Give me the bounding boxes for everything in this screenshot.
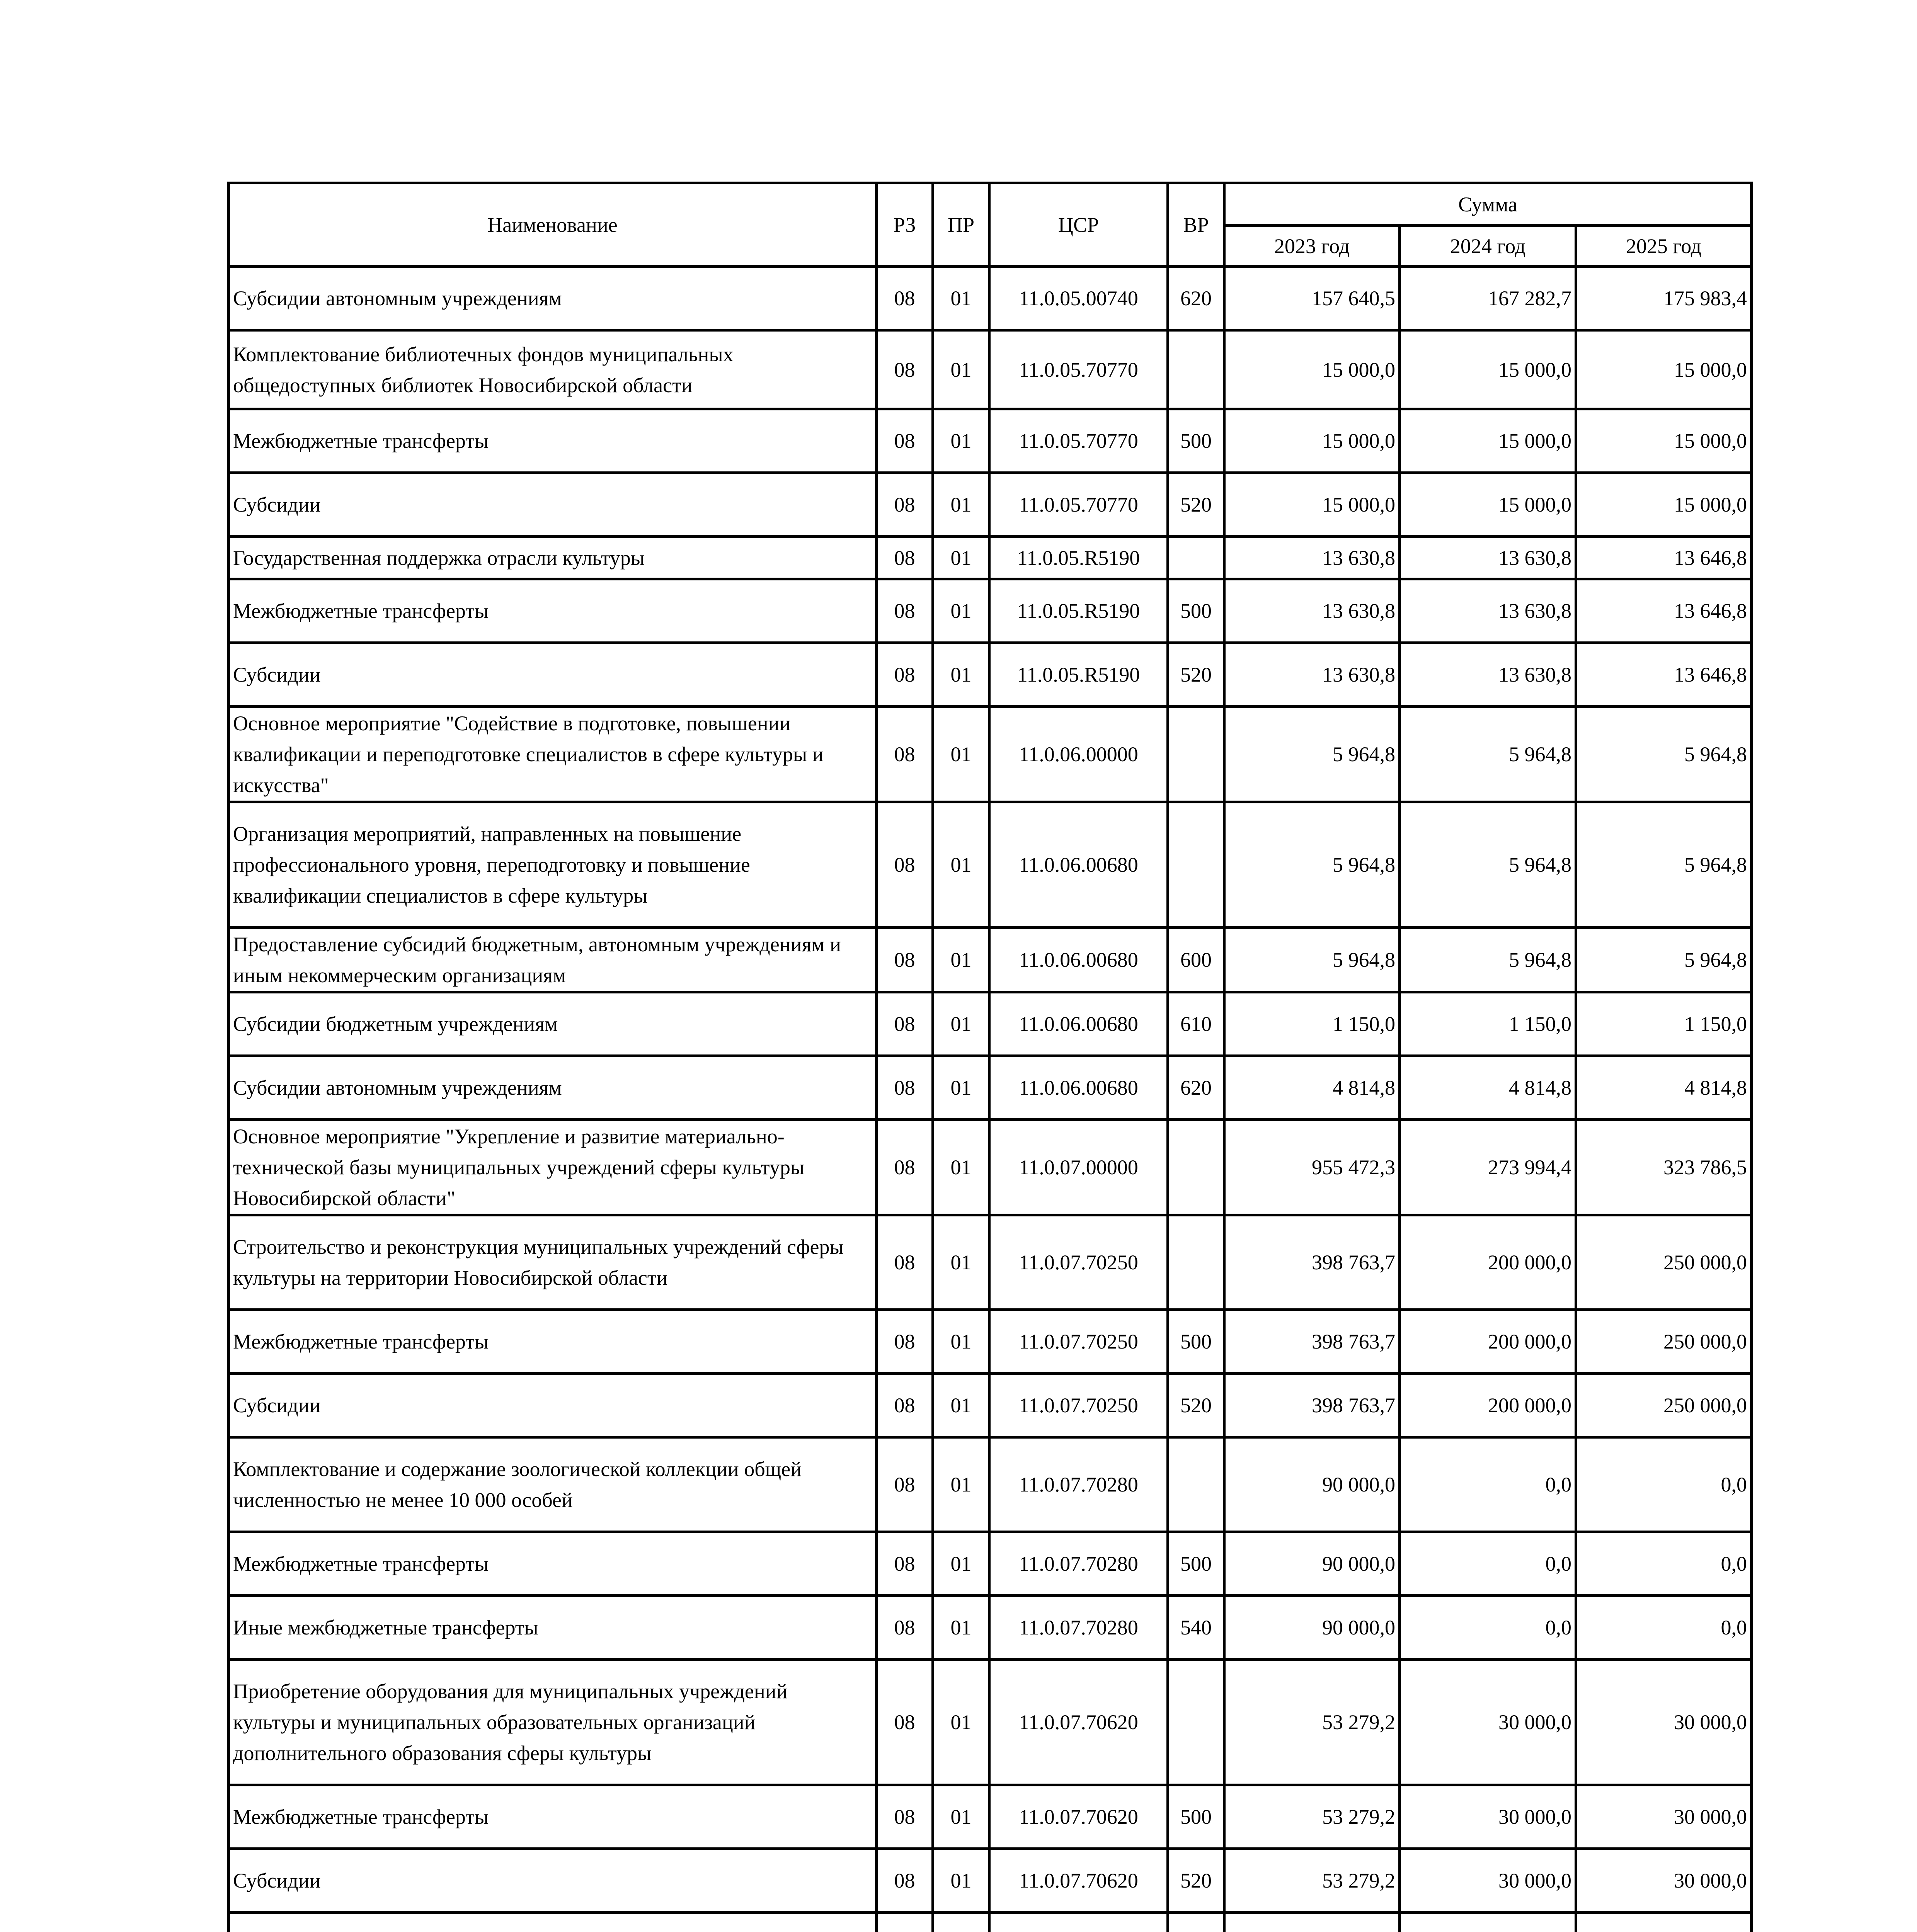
table-row [229, 802, 1752, 928]
row-rz: 08 [877, 1215, 933, 1310]
row-rz: 08 [877, 1374, 933, 1437]
row-amount-2025: 4 814,8 [1576, 1056, 1752, 1120]
table-row [229, 1374, 1752, 1437]
row-name: Субсидии [229, 473, 877, 537]
row-amount-2023: 398 763,7 [1224, 1310, 1400, 1374]
row-amount-2025: 15 000,0 [1576, 409, 1752, 473]
row-name: Государственная поддержка отрасли культуры [229, 537, 877, 579]
row-vr [1168, 537, 1224, 579]
row-pr: 01 [933, 1310, 989, 1374]
table-row [229, 579, 1752, 643]
row-name: Комплектование и содержание зоологической коллекции общей численностью не менее 10 000 особей [229, 1437, 877, 1532]
row-amount-2024: 5 964,8 [1400, 707, 1576, 802]
row-vr: 610 [1168, 992, 1224, 1056]
row-pr [933, 1913, 989, 1932]
header-year-2024: 2024 год [1400, 226, 1576, 267]
row-rz: 08 [877, 1120, 933, 1215]
row-amount-2023: 90 000,0 [1224, 1437, 1400, 1532]
row-vr: 500 [1168, 579, 1224, 643]
row-pr: 01 [933, 267, 989, 330]
row-name: Приобретение оборудования для муниципальных учреждений культуры и муниципальных образовательных организаций дополнительного образования сферы культуры [229, 1660, 877, 1785]
row-amount-2024: 200 000,0 [1400, 1215, 1576, 1310]
row-amount-2023: 398 763,7 [1224, 1374, 1400, 1437]
row-amount-2024: 1 150,0 [1400, 992, 1576, 1056]
row-name: Основное мероприятие "Укрепление и развитие материально-технической базы муниципальных учреждений сферы культуры Новосибирской области" [229, 1120, 877, 1215]
row-amount-2024: 15 000,0 [1400, 473, 1576, 537]
row-name: Межбюджетные трансферты [229, 1532, 877, 1596]
row-csr: 11.0.05.R5190 [989, 643, 1168, 707]
row-name: Субсидии автономным учреждениям [229, 1056, 877, 1120]
table-row [229, 473, 1752, 537]
row-pr: 01 [933, 1849, 989, 1913]
row-amount-2023: 5 964,8 [1224, 928, 1400, 992]
row-amount-2025: 250 000,0 [1576, 1215, 1752, 1310]
header-csr: ЦСР [989, 183, 1168, 267]
row-vr: 500 [1168, 1785, 1224, 1849]
row-amount-2024: 5 964,8 [1400, 802, 1576, 928]
row-pr: 01 [933, 1785, 989, 1849]
row-rz: 08 [877, 267, 933, 330]
table-row [229, 537, 1752, 579]
row-amount-2023: 53 279,2 [1224, 1849, 1400, 1913]
row-pr: 01 [933, 1596, 989, 1660]
row-amount-2023: 13 630,8 [1224, 537, 1400, 579]
table-row [229, 707, 1752, 802]
row-csr: 11.0.07.00000 [989, 1120, 1168, 1215]
row-amount-2023: 398 763,7 [1224, 1215, 1400, 1310]
table-row [229, 992, 1752, 1056]
row-pr: 01 [933, 473, 989, 537]
table-row [229, 409, 1752, 473]
row-amount-2023: 90 000,0 [1224, 1596, 1400, 1660]
row-amount-2023 [1224, 1913, 1400, 1932]
row-name: Межбюджетные трансферты [229, 1785, 877, 1849]
row-rz: 08 [877, 579, 933, 643]
row-amount-2023: 90 000,0 [1224, 1532, 1400, 1596]
row-amount-2024: 4 814,8 [1400, 1056, 1576, 1120]
row-amount-2024: 167 282,7 [1400, 267, 1576, 330]
row-amount-2023: 15 000,0 [1224, 409, 1400, 473]
row-amount-2023: 13 630,8 [1224, 643, 1400, 707]
row-rz: 08 [877, 1596, 933, 1660]
row-csr: 11.0.07.70250 [989, 1374, 1168, 1437]
row-amount-2025: 15 000,0 [1576, 330, 1752, 409]
row-csr: 11.0.07.70280 [989, 1437, 1168, 1532]
row-csr: 11.0.06.00680 [989, 928, 1168, 992]
row-amount-2025: 5 964,8 [1576, 928, 1752, 992]
row-rz: 08 [877, 928, 933, 992]
row-name: Межбюджетные трансферты [229, 409, 877, 473]
row-csr: 11.0.06.00680 [989, 1056, 1168, 1120]
row-amount-2024: 5 964,8 [1400, 928, 1576, 992]
row-amount-2023: 955 472,3 [1224, 1120, 1400, 1215]
row-amount-2024: 200 000,0 [1400, 1374, 1576, 1437]
row-rz: 08 [877, 992, 933, 1056]
row-name [229, 1913, 877, 1932]
row-amount-2024: 30 000,0 [1400, 1660, 1576, 1785]
row-vr [1168, 1120, 1224, 1215]
row-rz: 08 [877, 707, 933, 802]
row-amount-2023: 15 000,0 [1224, 473, 1400, 537]
row-amount-2023: 157 640,5 [1224, 267, 1400, 330]
row-rz: 08 [877, 537, 933, 579]
row-name: Субсидии [229, 1849, 877, 1913]
row-name: Межбюджетные трансферты [229, 579, 877, 643]
row-amount-2023: 5 964,8 [1224, 707, 1400, 802]
row-pr: 01 [933, 1532, 989, 1596]
row-amount-2025: 13 646,8 [1576, 579, 1752, 643]
row-rz: 08 [877, 330, 933, 409]
row-amount-2025: 0,0 [1576, 1596, 1752, 1660]
row-amount-2025: 1 150,0 [1576, 992, 1752, 1056]
row-amount-2025: 13 646,8 [1576, 537, 1752, 579]
table-row [229, 1596, 1752, 1660]
row-pr: 01 [933, 707, 989, 802]
row-pr: 01 [933, 1374, 989, 1437]
row-csr: 11.0.05.70770 [989, 473, 1168, 537]
row-name: Строительство и реконструкция муниципальных учреждений сферы культуры на территории Новосибирской области [229, 1215, 877, 1310]
row-amount-2025: 5 964,8 [1576, 707, 1752, 802]
row-csr: 11.0.07.70280 [989, 1532, 1168, 1596]
table-row [229, 1120, 1752, 1215]
budget-table [227, 182, 1753, 1932]
row-vr: 620 [1168, 1056, 1224, 1120]
row-rz: 08 [877, 1785, 933, 1849]
row-pr: 01 [933, 1215, 989, 1310]
row-amount-2024: 0,0 [1400, 1437, 1576, 1532]
table-row [229, 643, 1752, 707]
row-amount-2025: 323 786,5 [1576, 1120, 1752, 1215]
table-row [229, 267, 1752, 330]
row-amount-2025: 0,0 [1576, 1532, 1752, 1596]
row-amount-2024: 15 000,0 [1400, 409, 1576, 473]
table-row [229, 1849, 1752, 1913]
row-amount-2024: 30 000,0 [1400, 1785, 1576, 1849]
row-vr [1168, 1660, 1224, 1785]
row-csr: 11.0.05.R5190 [989, 537, 1168, 579]
table-row [229, 1785, 1752, 1849]
row-rz: 08 [877, 1532, 933, 1596]
row-vr [1168, 802, 1224, 928]
row-vr [1168, 707, 1224, 802]
row-rz: 08 [877, 1660, 933, 1785]
row-rz [877, 1913, 933, 1932]
row-pr: 01 [933, 537, 989, 579]
row-vr: 600 [1168, 928, 1224, 992]
row-amount-2025: 0,0 [1576, 1437, 1752, 1532]
row-rz: 08 [877, 1056, 933, 1120]
row-pr: 01 [933, 1660, 989, 1785]
row-amount-2025: 5 964,8 [1576, 802, 1752, 928]
row-vr [1168, 1913, 1224, 1932]
table-body [229, 267, 1752, 1932]
row-vr: 620 [1168, 267, 1224, 330]
header-sum: Сумма [1224, 183, 1752, 226]
row-name: Организация мероприятий, направленных на повышение профессионального уровня, переподготовку и повышение квалификации специалистов в сфере культуры [229, 802, 877, 928]
row-name: Субсидии автономным учреждениям [229, 267, 877, 330]
row-vr [1168, 330, 1224, 409]
row-amount-2023: 15 000,0 [1224, 330, 1400, 409]
row-amount-2023: 1 150,0 [1224, 992, 1400, 1056]
table-row [229, 1437, 1752, 1532]
row-csr [989, 1913, 1168, 1932]
row-amount-2025: 30 000,0 [1576, 1660, 1752, 1785]
row-amount-2023: 53 279,2 [1224, 1660, 1400, 1785]
row-csr: 11.0.07.70620 [989, 1785, 1168, 1849]
row-amount-2025: 15 000,0 [1576, 473, 1752, 537]
row-pr: 01 [933, 579, 989, 643]
table-row [229, 1660, 1752, 1785]
row-csr: 11.0.07.70250 [989, 1310, 1168, 1374]
row-rz: 08 [877, 643, 933, 707]
row-amount-2025: 30 000,0 [1576, 1785, 1752, 1849]
row-amount-2025: 30 000,0 [1576, 1849, 1752, 1913]
header-vr: ВР [1168, 183, 1224, 267]
row-amount-2025: 13 646,8 [1576, 643, 1752, 707]
row-vr: 540 [1168, 1596, 1224, 1660]
row-vr: 520 [1168, 1849, 1224, 1913]
row-csr: 11.0.05.70770 [989, 409, 1168, 473]
row-amount-2025: 250 000,0 [1576, 1374, 1752, 1437]
row-csr: 11.0.05.00740 [989, 267, 1168, 330]
row-amount-2024: 15 000,0 [1400, 330, 1576, 409]
row-amount-2023: 5 964,8 [1224, 802, 1400, 928]
row-amount-2024: 30 000,0 [1400, 1849, 1576, 1913]
header-name: Наименование [229, 183, 877, 267]
row-name: Субсидии бюджетным учреждениям [229, 992, 877, 1056]
row-name: Субсидии [229, 1374, 877, 1437]
table-header [229, 183, 1752, 267]
row-name: Субсидии [229, 643, 877, 707]
row-vr: 500 [1168, 1532, 1224, 1596]
row-name: Межбюджетные трансферты [229, 1310, 877, 1374]
row-csr: 11.0.07.70620 [989, 1849, 1168, 1913]
table-row [229, 1056, 1752, 1120]
row-amount-2024 [1400, 1913, 1576, 1932]
row-csr: 11.0.07.70250 [989, 1215, 1168, 1310]
row-pr: 01 [933, 1437, 989, 1532]
row-pr: 01 [933, 409, 989, 473]
row-pr: 01 [933, 802, 989, 928]
row-pr: 01 [933, 1120, 989, 1215]
row-vr: 520 [1168, 1374, 1224, 1437]
row-amount-2023: 13 630,8 [1224, 579, 1400, 643]
row-pr: 01 [933, 330, 989, 409]
row-vr [1168, 1215, 1224, 1310]
row-name: Основное мероприятие "Содействие в подготовке, повышении квалификации и переподготовке специалистов в сфере культуры и искусства" [229, 707, 877, 802]
table-row [229, 1310, 1752, 1374]
row-amount-2023: 4 814,8 [1224, 1056, 1400, 1120]
row-amount-2024: 0,0 [1400, 1532, 1576, 1596]
row-csr: 11.0.06.00000 [989, 707, 1168, 802]
row-rz: 08 [877, 1849, 933, 1913]
header-year-2025: 2025 год [1576, 226, 1752, 267]
row-vr: 500 [1168, 1310, 1224, 1374]
row-rz: 08 [877, 1310, 933, 1374]
row-vr: 500 [1168, 409, 1224, 473]
row-amount-2024: 200 000,0 [1400, 1310, 1576, 1374]
row-rz: 08 [877, 473, 933, 537]
table-row [229, 330, 1752, 409]
row-csr: 11.0.05.R5190 [989, 579, 1168, 643]
row-amount-2025: 175 983,4 [1576, 267, 1752, 330]
row-csr: 11.0.06.00680 [989, 802, 1168, 928]
row-csr: 11.0.06.00680 [989, 992, 1168, 1056]
table-row [229, 928, 1752, 992]
row-pr: 01 [933, 992, 989, 1056]
row-amount-2023: 53 279,2 [1224, 1785, 1400, 1849]
header-year-2023: 2023 год [1224, 226, 1400, 267]
row-csr: 11.0.07.70620 [989, 1660, 1168, 1785]
row-amount-2024: 0,0 [1400, 1596, 1576, 1660]
row-csr: 11.0.07.70280 [989, 1596, 1168, 1660]
row-pr: 01 [933, 1056, 989, 1120]
header-rz: РЗ [877, 183, 933, 267]
table-row [229, 1532, 1752, 1596]
row-vr: 520 [1168, 643, 1224, 707]
row-name: Комплектование библиотечных фондов муниципальных общедоступных библиотек Новосибирской области [229, 330, 877, 409]
row-amount-2025: 250 000,0 [1576, 1310, 1752, 1374]
row-vr: 520 [1168, 473, 1224, 537]
row-rz: 08 [877, 1437, 933, 1532]
row-csr: 11.0.05.70770 [989, 330, 1168, 409]
row-name: Иные межбюджетные трансферты [229, 1596, 877, 1660]
row-amount-2024: 13 630,8 [1400, 537, 1576, 579]
table-row [229, 1215, 1752, 1310]
row-vr [1168, 1437, 1224, 1532]
row-amount-2024: 13 630,8 [1400, 579, 1576, 643]
row-pr: 01 [933, 928, 989, 992]
row-rz: 08 [877, 802, 933, 928]
row-amount-2025 [1576, 1913, 1752, 1932]
header-pr: ПР [933, 183, 989, 267]
row-pr: 01 [933, 643, 989, 707]
row-amount-2024: 273 994,4 [1400, 1120, 1576, 1215]
row-amount-2024: 13 630,8 [1400, 643, 1576, 707]
row-rz: 08 [877, 409, 933, 473]
table-row [229, 1913, 1752, 1932]
row-name: Предоставление субсидий бюджетным, автономным учреждениям и иным некоммерческим организациям [229, 928, 877, 992]
